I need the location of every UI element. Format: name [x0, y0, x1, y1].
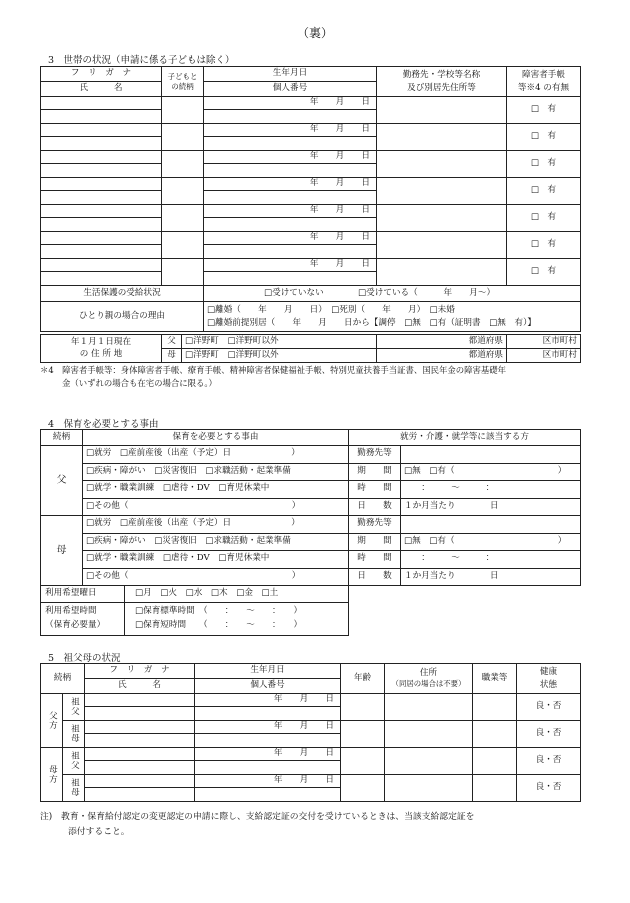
note-line-2: 添付すること。 [68, 826, 130, 837]
grandparent-name-cell[interactable] [85, 788, 195, 802]
member-id-cell[interactable] [204, 218, 377, 232]
grandparent-id-cell[interactable] [195, 734, 341, 748]
member-relation-cell[interactable] [162, 151, 204, 178]
relation-header-2: の続柄 [171, 81, 194, 91]
member-workplace-cell[interactable] [377, 178, 507, 205]
health-option[interactable]: 良・否 [517, 694, 581, 721]
address-city: 区市町村 [507, 335, 581, 349]
grandparent-furigana-cell[interactable] [85, 721, 195, 734]
grandparent-relation: 祖母 [69, 724, 80, 744]
section-4-title: 4 保育を必要とする事由 [48, 419, 159, 430]
member-relation-cell[interactable] [162, 259, 204, 286]
member-furigana-cell[interactable] [41, 151, 162, 164]
address-city: 区市町村 [507, 349, 581, 363]
member-id-cell[interactable] [204, 272, 377, 286]
work-label: 期 間 [349, 463, 401, 481]
member-name-cell[interactable] [41, 137, 162, 151]
member-workplace-cell[interactable] [377, 151, 507, 178]
name-header: 氏 名 [85, 679, 195, 694]
side-label-cell [41, 748, 63, 802]
health-header-1: 健康 [539, 667, 558, 678]
grandparent-relation: 祖父 [69, 697, 80, 717]
hours-short[interactable]: □保育短時間 （ ： ～ ： ） [135, 620, 303, 630]
parent-relation: 母 [41, 516, 83, 586]
grandparents-table [40, 663, 581, 802]
grandparent-id-cell[interactable] [195, 761, 341, 775]
reason-option[interactable]: □疾病・障がい □災害復旧 □求職活動・起業準備 [83, 533, 349, 551]
address-pref: 都道府県 [377, 335, 507, 349]
furigana-header: フ リ ガ ナ [85, 664, 195, 679]
member-furigana-cell[interactable] [41, 97, 162, 110]
hours-standard[interactable]: □保育標準時間 （ ： ～ ： ） [135, 606, 303, 617]
grandparent-address-cell[interactable] [385, 748, 473, 775]
grandparent-dob-cell[interactable]: 年 月 日 [195, 748, 341, 761]
address-table [40, 334, 581, 363]
reason-option[interactable]: □就労 □産前産後（出産（予定）日 ） [83, 516, 349, 534]
grandparent-job-cell[interactable] [473, 748, 517, 775]
days-options[interactable]: □月 □火 □水 □木 □金 □土 [135, 588, 279, 599]
member-name-cell[interactable] [41, 245, 162, 259]
member-id-cell[interactable] [204, 110, 377, 124]
member-id-cell[interactable] [204, 164, 377, 178]
work-value[interactable]: １か月当たり 日 [401, 568, 581, 586]
work-value[interactable] [401, 516, 581, 534]
member-relation-cell[interactable] [162, 124, 204, 151]
health-option[interactable]: 良・否 [517, 748, 581, 775]
member-workplace-cell[interactable] [377, 124, 507, 151]
reason-header: 保育を必要とする事由 [83, 430, 349, 446]
grandparent-dob-cell[interactable]: 年 月 日 [195, 694, 341, 707]
member-name-cell[interactable] [41, 110, 162, 124]
job-header: 職業等 [473, 664, 517, 694]
reason-option[interactable]: □その他（ ） [83, 498, 349, 516]
age-header: 年齢 [341, 664, 385, 694]
reason-option[interactable]: □その他（ ） [83, 568, 349, 586]
member-workplace-cell[interactable] [377, 232, 507, 259]
note-4-line-1: ＊4 障害者手帳等：身体障害者手帳、療育手帳、精神障害者保健福祉手帳、特別児童扶養手当証書、国民年金の障害基礎年 [40, 365, 506, 375]
address-header-2: （同居の場合は不要） [391, 679, 466, 689]
member-furigana-cell[interactable] [41, 124, 162, 137]
parent-relation: 父 [41, 446, 83, 516]
work-value[interactable]: ： ～ ： [401, 551, 581, 569]
workplace-header-2: 及び別居先住所等 [407, 82, 476, 93]
member-relation-cell[interactable] [162, 97, 204, 124]
address-header-1: 住所 [419, 668, 438, 679]
work-label: 日 数 [349, 498, 401, 516]
grandparent-age-cell[interactable] [341, 775, 385, 802]
dob-header: 生年月日 [195, 664, 341, 679]
grandparent-address-cell[interactable] [385, 694, 473, 721]
childcare-reason-table [40, 429, 581, 636]
grandparent-age-cell[interactable] [341, 748, 385, 775]
member-furigana-cell[interactable] [41, 178, 162, 191]
disability-checkbox[interactable]: □ 有 [507, 97, 581, 124]
hours-label-2: （保育必要量） [45, 620, 106, 630]
grandparent-furigana-cell[interactable] [85, 694, 195, 707]
member-furigana-cell[interactable] [41, 259, 162, 272]
hours-label-1: 利用希望時間 [45, 606, 97, 617]
single-parent-label: ひとり親の場合の理由 [41, 302, 204, 332]
note-4-line-2: 金（いずれの場合も在宅の場合に限る。） [62, 378, 217, 389]
grandparent-age-cell[interactable] [341, 721, 385, 748]
member-dob-cell[interactable]: 年 月 日 [204, 124, 377, 137]
name-header: 氏 名 [41, 82, 162, 97]
disability-header-2: 等※4 の有無 [517, 82, 570, 93]
health-option[interactable]: 良・否 [517, 721, 581, 748]
page-title: （裏） [296, 26, 333, 40]
grandparent-job-cell[interactable] [473, 775, 517, 802]
disability-checkbox[interactable]: □ 有 [507, 259, 581, 286]
reason-option[interactable]: □就学・職業訓練 □虐待・DV □育児休業中 [83, 481, 349, 499]
single-parent-line-1[interactable]: □離婚（ 年 月 日） □死別（ 年 月） □未婚 [207, 304, 455, 315]
grandparent-name-cell[interactable] [85, 734, 195, 748]
address-who: 母 [162, 349, 182, 363]
disability-checkbox[interactable]: □ 有 [507, 151, 581, 178]
member-relation-cell[interactable] [162, 205, 204, 232]
work-label: 日 数 [349, 568, 401, 586]
work-value[interactable]: １か月当たり 日 [401, 498, 581, 516]
reason-option[interactable]: □就学・職業訓練 □虐待・DV □育児休業中 [83, 551, 349, 569]
work-label: 勤務先等 [349, 516, 401, 534]
member-dob-cell[interactable]: 年 月 日 [204, 232, 377, 245]
note-line-1: 注) 教育・保育給付認定の変更認定の申請に際し、支給認定証の交付を受けているときは、当該支給認定証を [40, 812, 475, 822]
section-5-title: 5 祖父母の状況 [48, 653, 121, 664]
id-header: 個人番号 [195, 679, 341, 694]
member-name-cell[interactable] [41, 272, 162, 286]
side-label: 父方 [47, 710, 58, 731]
member-workplace-cell[interactable] [377, 205, 507, 232]
address-who: 父 [162, 335, 182, 349]
grandparent-id-cell[interactable] [195, 707, 341, 721]
member-relation-cell[interactable] [162, 232, 204, 259]
member-name-cell[interactable] [41, 164, 162, 178]
member-dob-cell[interactable]: 年 月 日 [204, 97, 377, 110]
id-header: 個人番号 [204, 82, 377, 97]
disability-checkbox[interactable]: □ 有 [507, 178, 581, 205]
member-name-cell[interactable] [41, 218, 162, 232]
member-relation-cell[interactable] [162, 178, 204, 205]
reason-option[interactable]: □就労 □産前産後（出産（予定）日 ） [83, 446, 349, 464]
work-label: 時 間 [349, 551, 401, 569]
work-label: 期 間 [349, 533, 401, 551]
relation-header-1: 子どもと [167, 72, 198, 82]
address-label-2: の 住 所 地 [79, 348, 123, 359]
disability-checkbox[interactable]: □ 有 [507, 232, 581, 259]
grandparent-furigana-cell[interactable] [85, 748, 195, 761]
health-option[interactable]: 良・否 [517, 775, 581, 802]
member-workplace-cell[interactable] [377, 97, 507, 124]
work-label: 勤務先等 [349, 446, 401, 464]
workplace-header-1: 勤務先・学校等名称 [402, 70, 481, 81]
member-dob-cell[interactable]: 年 月 日 [204, 178, 377, 191]
disability-header-1: 障害者手帳 [522, 70, 565, 81]
health-header-2: 状態 [539, 679, 558, 690]
side-label-cell [41, 694, 63, 748]
grandparent-job-cell[interactable] [473, 721, 517, 748]
address-options[interactable]: □洋野町 □洋野町以外 [182, 335, 377, 349]
dob-header: 生年月日 [204, 67, 377, 82]
grandparent-address-cell[interactable] [385, 721, 473, 748]
member-dob-cell[interactable]: 年 月 日 [204, 259, 377, 272]
grandparent-dob-cell[interactable]: 年 月 日 [195, 775, 341, 788]
work-value[interactable]: □無 □有（ ） [401, 533, 581, 551]
member-id-cell[interactable] [204, 191, 377, 205]
work-value[interactable]: □無 □有（ ） [401, 463, 581, 481]
grandparent-dob-cell[interactable]: 年 月 日 [195, 721, 341, 734]
work-label: 時 間 [349, 481, 401, 499]
side-label: 母方 [47, 764, 58, 785]
grandparent-age-cell[interactable] [341, 694, 385, 721]
days-label: 利用希望曜日 [41, 586, 125, 602]
grandparent-relation: 祖父 [69, 751, 80, 771]
disability-checkbox[interactable]: □ 有 [507, 124, 581, 151]
grandparent-name-cell[interactable] [85, 761, 195, 775]
grandparent-relation: 祖母 [69, 778, 80, 798]
work-header: 就労・介護・就学等に該当する方 [349, 430, 581, 446]
grandparent-address-cell[interactable] [385, 775, 473, 802]
relation-header: 続柄 [41, 664, 85, 694]
work-value[interactable] [401, 446, 581, 464]
address-label-1: 年１月１日現在 [70, 337, 132, 348]
member-name-cell[interactable] [41, 191, 162, 205]
member-id-cell[interactable] [204, 245, 377, 259]
welfare-options[interactable]: □受けていない □受けている（ 年 月～） [204, 286, 581, 302]
household-table [40, 66, 581, 332]
single-parent-line-2[interactable]: □離婚前提別居（ 年 月 日から【調停 □無 □有（証明書 □無 有）】 [207, 317, 536, 328]
member-dob-cell[interactable]: 年 月 日 [204, 151, 377, 164]
grandparent-id-cell[interactable] [195, 788, 341, 802]
section-3-title: 3 世帯の状況（申請に係る子どもは除く） [48, 55, 235, 66]
reason-option[interactable]: □疾病・障がい □災害復旧 □求職活動・起業準備 [83, 463, 349, 481]
furigana-header: フ リ ガ ナ [41, 67, 162, 82]
address-pref: 都道府県 [377, 349, 507, 363]
welfare-label: 生活保護の受給状況 [41, 286, 204, 302]
member-id-cell[interactable] [204, 137, 377, 151]
member-workplace-cell[interactable] [377, 259, 507, 286]
disability-checkbox[interactable]: □ 有 [507, 205, 581, 232]
relation-header: 続柄 [41, 430, 83, 446]
member-furigana-cell[interactable] [41, 205, 162, 218]
grandparent-furigana-cell[interactable] [85, 775, 195, 788]
member-furigana-cell[interactable] [41, 232, 162, 245]
address-options[interactable]: □洋野町 □洋野町以外 [182, 349, 377, 363]
work-value[interactable]: ： ～ ： [401, 481, 581, 499]
grandparent-job-cell[interactable] [473, 694, 517, 721]
grandparent-name-cell[interactable] [85, 707, 195, 721]
member-dob-cell[interactable]: 年 月 日 [204, 205, 377, 218]
